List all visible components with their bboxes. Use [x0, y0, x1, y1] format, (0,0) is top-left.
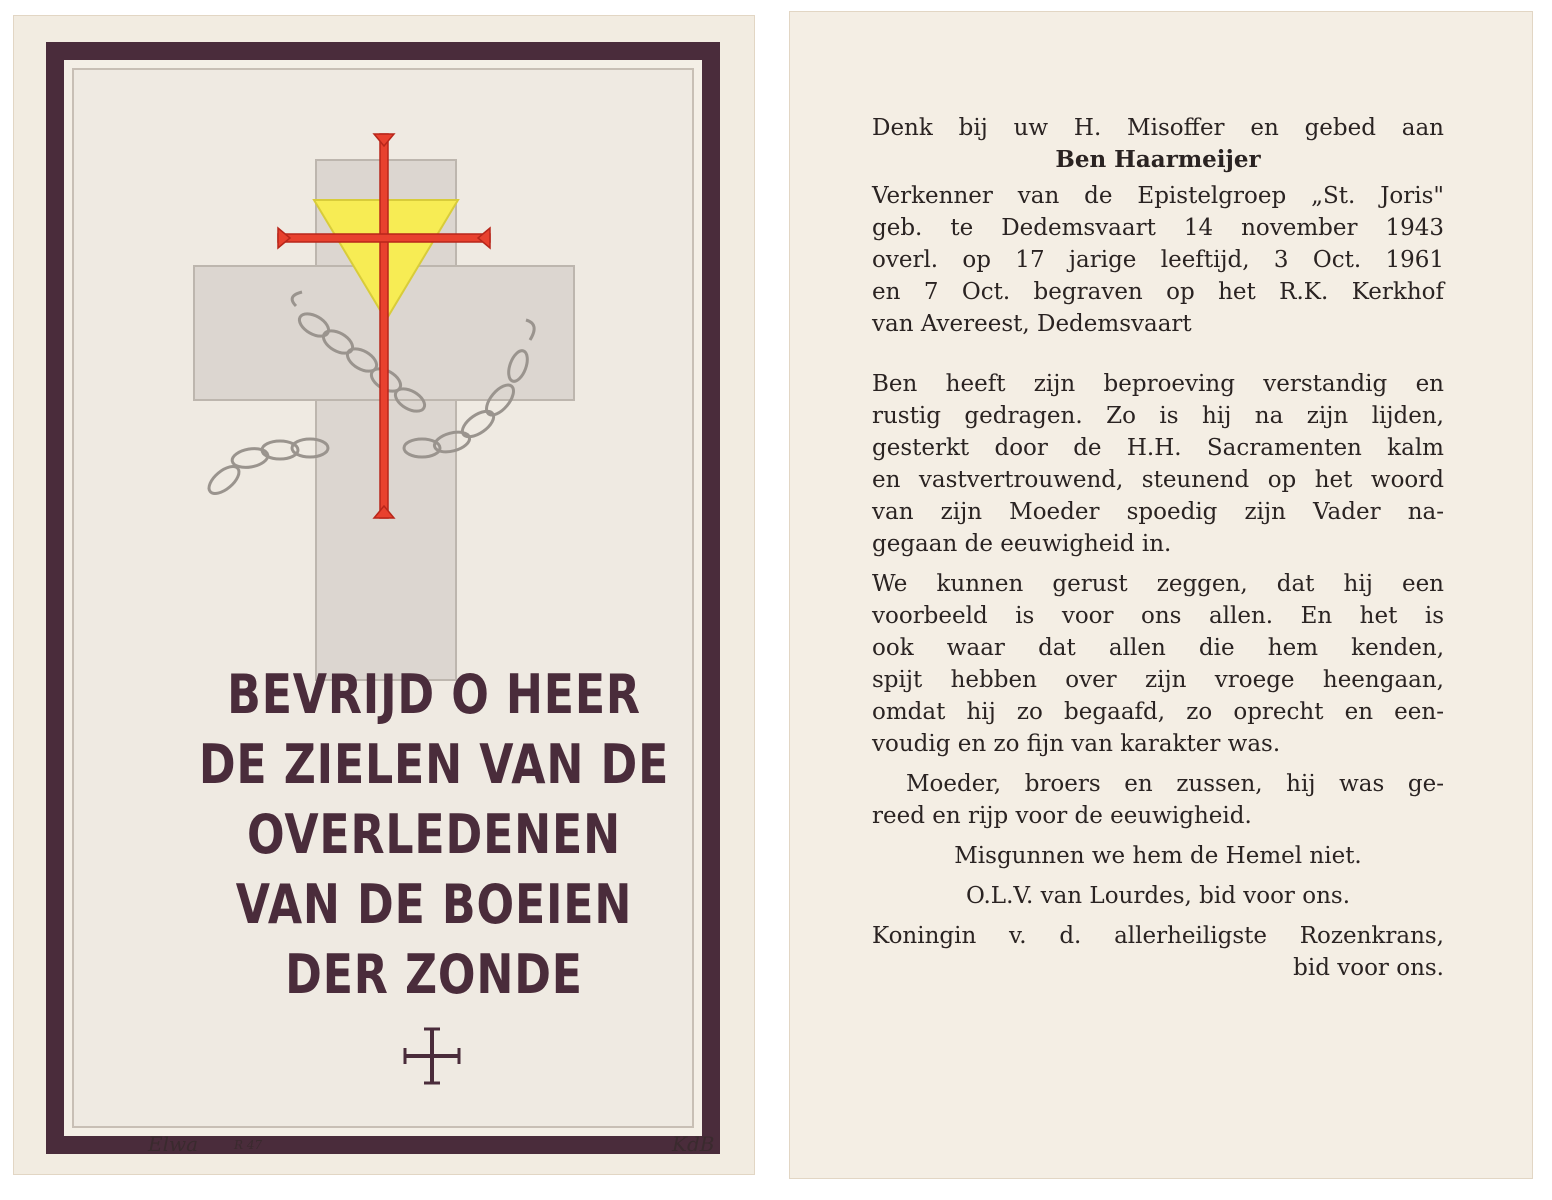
spacer	[872, 912, 1444, 920]
spacer	[872, 340, 1444, 368]
bio-line: van Avereest, Dedemsvaart	[872, 311, 1192, 337]
paragraph-line: gegaan de eeuwigheid in.	[872, 531, 1172, 557]
paragraph-line: voudig en zo fijn van karakter was.	[872, 731, 1281, 757]
motto-line: DE ZIELEN VAN DE	[198, 733, 670, 796]
bio-line: geb. te Dedemsvaart 14 november 1943	[872, 215, 1444, 241]
bio-line: Verkenner van de Epistelgroep „St. Joris"	[872, 183, 1444, 209]
paragraph-line: We kunnen gerust zeggen, dat hij een	[872, 571, 1444, 597]
paragraph-line: ook waar dat allen die hem kenden,	[872, 635, 1444, 661]
paragraph-line: reed en rijp voor de eeuwigheid.	[872, 803, 1252, 829]
prayer-line: O.L.V. van Lourdes, bid voor ons.	[965, 883, 1350, 909]
paragraph-line: rustig gedragen. Zo is hij na zijn lijden,	[872, 403, 1444, 429]
paragraph-line: gesterkt door de H.H. Sacramenten kalm	[872, 435, 1444, 461]
spacer	[872, 760, 1444, 768]
print-code: R 47	[234, 1138, 263, 1152]
card-panel	[72, 68, 715, 1156]
publisher-signature: Elwa	[148, 1132, 199, 1156]
closing-line: Misgunnen we hem de Hemel niet.	[954, 843, 1362, 869]
paragraph-line: en vastvertrouwend, steunend op het woord	[872, 467, 1444, 493]
prayer-line: Koningin v. d. allerheiligste Rozenkrans,	[872, 923, 1444, 949]
motto-line: BEVRIJD O HEER	[227, 663, 641, 726]
small-cross-icon	[401, 1025, 463, 1087]
deceased-name: Ben Haarmeijer	[1055, 146, 1261, 173]
paragraph-line: omdat hij zo begaafd, zo oprecht en een-	[872, 699, 1444, 725]
prayer-line: bid voor ons.	[1293, 955, 1444, 981]
back-card	[790, 12, 1532, 1178]
paragraph-line: spijt hebben over zijn vroege heengaan,	[872, 667, 1444, 693]
paragraph-line: voorbeeld is voor ons allen. En het is	[872, 603, 1444, 629]
motto-line: DER ZONDE	[285, 943, 583, 1006]
motto-line: OVERLEDENEN	[247, 803, 621, 866]
paragraph-line: Moeder, broers en zussen, hij was ge-	[906, 771, 1444, 797]
bio-line: en 7 Oct. begraven op het R.K. Kerkhof	[872, 279, 1444, 305]
spacer	[872, 872, 1444, 880]
intro-line: Denk bij uw H. Misoffer en gebed aan	[872, 115, 1444, 141]
memorial-text	[872, 112, 1444, 984]
artist-signature: KdB	[672, 1132, 715, 1156]
mourning-border	[46, 42, 720, 1154]
bio-line: overl. op 17 jarige leeftijd, 3 Oct. 1961	[872, 247, 1444, 273]
motto-text	[180, 660, 688, 1010]
front-card	[14, 16, 754, 1174]
spacer	[872, 560, 1444, 568]
paragraph-line: van zijn Moeder spoedig zijn Vader na-	[872, 499, 1444, 525]
motto-line: VAN DE BOEIEN	[235, 873, 633, 936]
spacer	[872, 832, 1444, 840]
paragraph-line: Ben heeft zijn beproeving verstandig en	[872, 371, 1444, 397]
